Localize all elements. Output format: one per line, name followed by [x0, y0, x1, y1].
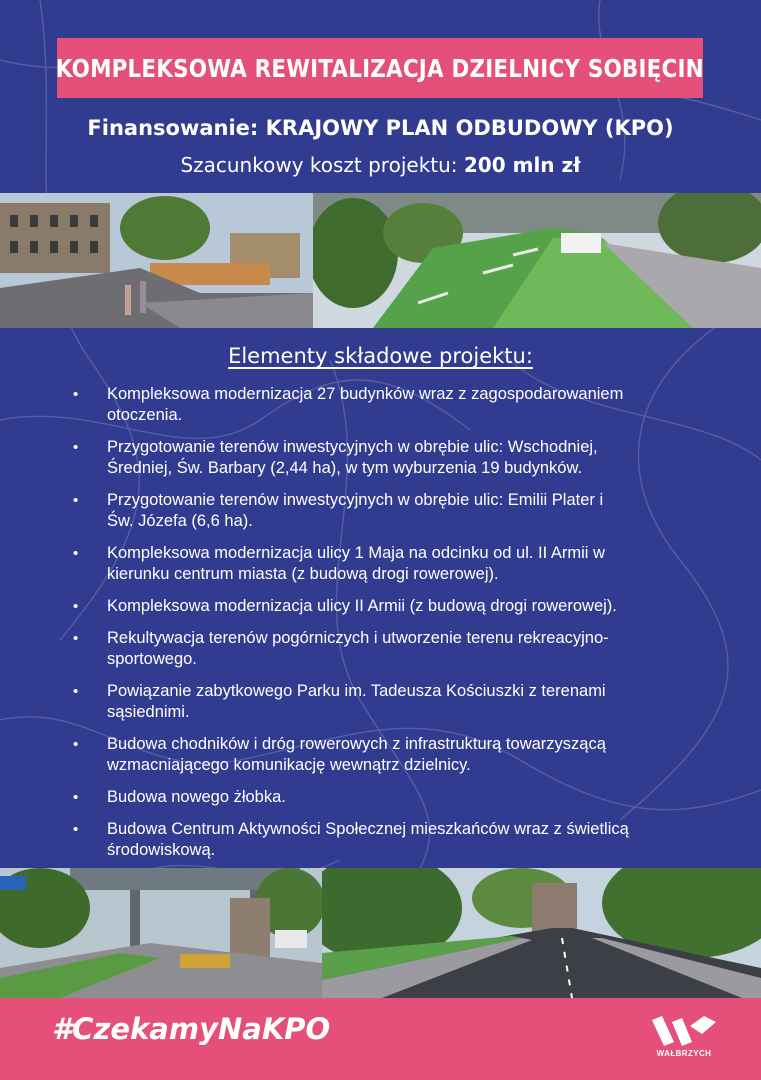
item-line: Powiązanie zabytkowego Parku im. Tadeusza Kościuszki z terenami [107, 682, 606, 700]
bullet-marker: • [73, 736, 79, 753]
item-line: Rekultywacja terenów pogórniczych i utworzenie terenu rekreacyjno- [107, 629, 609, 647]
list-item [73, 819, 693, 861]
item-line: sąsiednimi. [107, 703, 190, 721]
list-item [73, 437, 693, 479]
photo-terraced-park [313, 193, 761, 328]
bullet-marker: • [73, 789, 79, 806]
cost-line [0, 153, 761, 177]
funding-line: Finansowanie: KRAJOWY PLAN ODBUDOWY (KPO) [87, 116, 674, 140]
walbrzych-logo-icon [648, 1012, 720, 1048]
item-line: Średniej, Św. Barbary (2,44 ha), w tym wyburzenia 19 budynków. [107, 459, 583, 477]
photo-tree-avenue [322, 868, 761, 998]
photo-viaduct-street [0, 868, 322, 998]
list-item [73, 681, 693, 723]
item-line: otoczenia. [107, 406, 183, 424]
item-line: Kompleksowa modernizacja 27 budynków wraz z zagospodarowaniem [107, 385, 624, 403]
item-line: Przygotowanie terenów inwestycyjnych w obrębie ulic: Emilii Plater i [107, 491, 604, 509]
list-item [73, 596, 693, 617]
bullet-marker: • [73, 545, 79, 562]
cost-label: Szacunkowy koszt projektu: [180, 153, 464, 177]
photo-street-buildings [0, 193, 313, 328]
section-heading: Elementy składowe projektu: [228, 344, 533, 368]
item-line: Przygotowanie terenów inwestycyjnych w obrębie ulic: Wschodniej, [107, 438, 598, 456]
bullet-marker: • [73, 821, 79, 838]
list-item [73, 787, 693, 808]
bullet-marker: • [73, 492, 79, 509]
cost-value: 200 mln zł [463, 153, 581, 177]
item-line: Św. Józefa (6,6 ha). [107, 512, 253, 530]
list-item [73, 734, 693, 776]
bullet-marker: • [73, 598, 79, 615]
item-line: Kompleksowa modernizacja ulicy II Armii (z budową drogi rowerowej). [107, 597, 617, 615]
title-banner [57, 38, 703, 98]
bullet-marker: • [73, 630, 79, 647]
logo-text: WAŁBRZYCH [656, 1049, 712, 1058]
footer-bar [0, 998, 761, 1080]
bullet-marker: • [73, 439, 79, 456]
bullet-marker: • [73, 683, 79, 700]
hashtag-text: #CzekamyNaKPO [52, 1012, 331, 1046]
list-item [73, 628, 693, 670]
item-line: sportowego. [107, 650, 197, 668]
bullet-marker: • [73, 386, 79, 403]
item-line: Budowa Centrum Aktywności Społecznej mieszkańców wraz z świetlicą [107, 820, 629, 838]
list-item [73, 384, 693, 426]
item-line: środowiskową. [107, 841, 216, 859]
item-line: kierunku centrum miasta (z budową drogi rowerowej). [107, 565, 499, 583]
item-line: Budowa nowego żłobka. [107, 788, 286, 806]
item-line: Budowa chodników i dróg rowerowych z infrastrukturą towarzyszącą [107, 735, 606, 753]
item-line: wzmacniającego komunikację wewnątrz dzielnicy. [107, 756, 471, 774]
page-title: KOMPLEKSOWA REWITALIZACJA DZIELNICY SOBIĘCIN [55, 53, 705, 83]
item-line: Kompleksowa modernizacja ulicy 1 Maja na odcinku od ul. II Armii w [107, 544, 605, 562]
project-elements-list [73, 384, 693, 861]
list-item [73, 490, 693, 532]
list-item [73, 543, 693, 585]
